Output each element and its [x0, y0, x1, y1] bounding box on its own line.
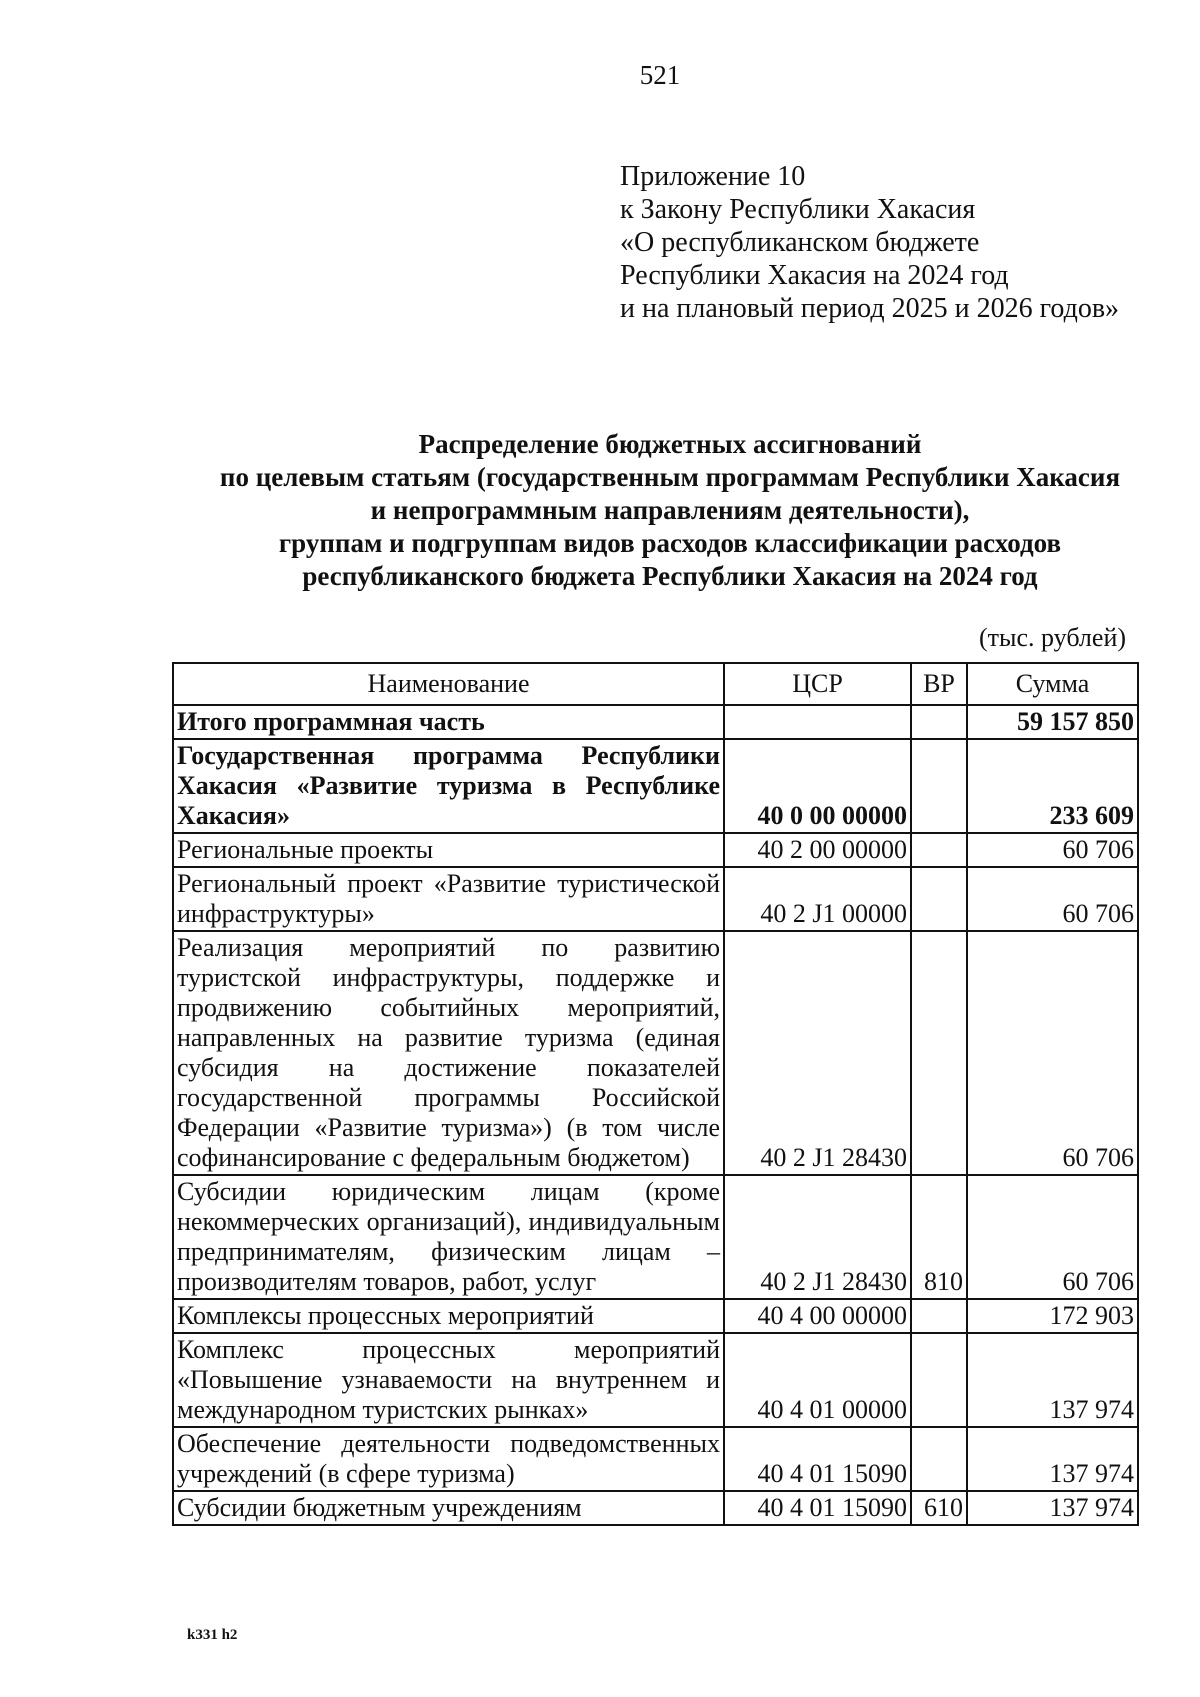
row-sum: 233 609 — [967, 739, 1138, 833]
table-row — [173, 931, 1138, 1175]
table-row — [173, 833, 1138, 867]
row-vr — [911, 833, 967, 867]
title-line: по целевым статьям (государственным программам Республики Хакасия — [219, 462, 1121, 492]
table-row — [173, 1175, 1138, 1299]
header-name: Наименование — [173, 663, 724, 705]
row-csr: 40 4 00 00000 — [724, 1299, 911, 1333]
appendix-line: Приложение 10 — [620, 161, 806, 192]
row-vr — [911, 739, 967, 833]
budget-table — [172, 662, 1139, 1526]
row-csr: 40 2 J1 28430 — [724, 931, 911, 1175]
row-csr: 40 2 J1 28430 — [724, 1175, 911, 1299]
row-vr — [911, 1299, 967, 1333]
table-header-row — [173, 663, 1138, 705]
row-name: Комплексы процессных мероприятий — [173, 1299, 724, 1333]
row-vr — [911, 931, 967, 1175]
table-row — [173, 705, 1138, 739]
row-vr — [911, 1333, 967, 1427]
row-name: Государственная программа Республики Хакасия «Развитие туризма в Республике Хакасия» — [173, 739, 724, 833]
row-csr: 40 4 01 15090 — [724, 1491, 911, 1525]
row-csr — [724, 705, 911, 739]
row-sum: 59 157 850 — [967, 705, 1138, 739]
appendix-line: к Закону Республики Хакасия — [620, 194, 976, 225]
title-line: группам и подгруппам видов расходов классификации расходов — [278, 528, 1062, 558]
table-row — [173, 867, 1138, 931]
row-vr — [911, 867, 967, 931]
table-row — [173, 1491, 1138, 1525]
row-csr: 40 2 J1 00000 — [724, 867, 911, 931]
table-row — [173, 1427, 1138, 1491]
row-sum: 172 903 — [967, 1299, 1138, 1333]
table-row — [173, 1299, 1138, 1333]
footer-code: k331 h2 — [187, 1627, 238, 1643]
row-vr — [911, 705, 967, 739]
row-sum: 60 706 — [967, 1175, 1138, 1299]
row-name: Реализация мероприятий по развитию туристской инфраструктуры, поддержке и продвижению событийных мероприятий, направленных на развитие туризма (единая субсидия на достижение показателей государственной программы Российской Федерации «Развитие туризма») (в том числе софинансирование с федеральным бюджетом) — [173, 931, 724, 1175]
row-name: Региональные проекты — [173, 833, 724, 867]
row-vr: 810 — [911, 1175, 967, 1299]
appendix-line: и на плановый период 2025 и 2026 годов» — [620, 293, 1120, 324]
title-line: Распределение бюджетных ассигнований — [418, 429, 922, 459]
row-sum: 137 974 — [967, 1333, 1138, 1427]
row-sum: 60 706 — [967, 931, 1138, 1175]
row-csr: 40 2 00 00000 — [724, 833, 911, 867]
row-sum: 137 974 — [967, 1491, 1138, 1525]
header-sum: Сумма — [967, 663, 1138, 705]
row-name: Итого программная часть — [173, 705, 724, 739]
units-label: (тыс. рублей) — [979, 623, 1127, 652]
row-csr: 40 4 01 15090 — [724, 1427, 911, 1491]
table-row — [173, 1333, 1138, 1427]
table-row — [173, 739, 1138, 833]
title-line: республиканского бюджета Республики Хакасия на 2024 год — [302, 561, 1038, 591]
header-csr: ЦСР — [724, 663, 911, 705]
appendix-block — [620, 160, 1119, 325]
row-name: Обеспечение деятельности подведомственных учреждений (в сфере туризма) — [173, 1427, 724, 1491]
row-csr: 40 4 01 00000 — [724, 1333, 911, 1427]
appendix-line: Республики Хакасия на 2024 год — [620, 260, 1009, 291]
row-vr: 610 — [911, 1491, 967, 1525]
row-sum: 60 706 — [967, 867, 1138, 931]
row-name: Субсидии бюджетным учреждениям — [173, 1491, 724, 1525]
page-number: 521 — [639, 60, 681, 90]
row-sum: 60 706 — [967, 833, 1138, 867]
appendix-line: «О республиканском бюджете — [620, 227, 980, 258]
row-name: Комплекс процессных мероприятий «Повышение узнаваемости на внутреннем и международном туристских рынках» — [173, 1333, 724, 1427]
title-line: и непрограммным направлениям деятельности), — [370, 495, 970, 525]
row-csr: 40 0 00 00000 — [724, 739, 911, 833]
document-title — [170, 428, 1170, 593]
row-vr — [911, 1427, 967, 1491]
row-name: Региональный проект «Развитие туристической инфраструктуры» — [173, 867, 724, 931]
row-name: Субсидии юридическим лицам (кроме некоммерческих организаций), индивидуальным предпринимателям, физическим лицам – производителям товаров, работ, услуг — [173, 1175, 724, 1299]
header-vr: ВР — [911, 663, 967, 705]
row-sum: 137 974 — [967, 1427, 1138, 1491]
